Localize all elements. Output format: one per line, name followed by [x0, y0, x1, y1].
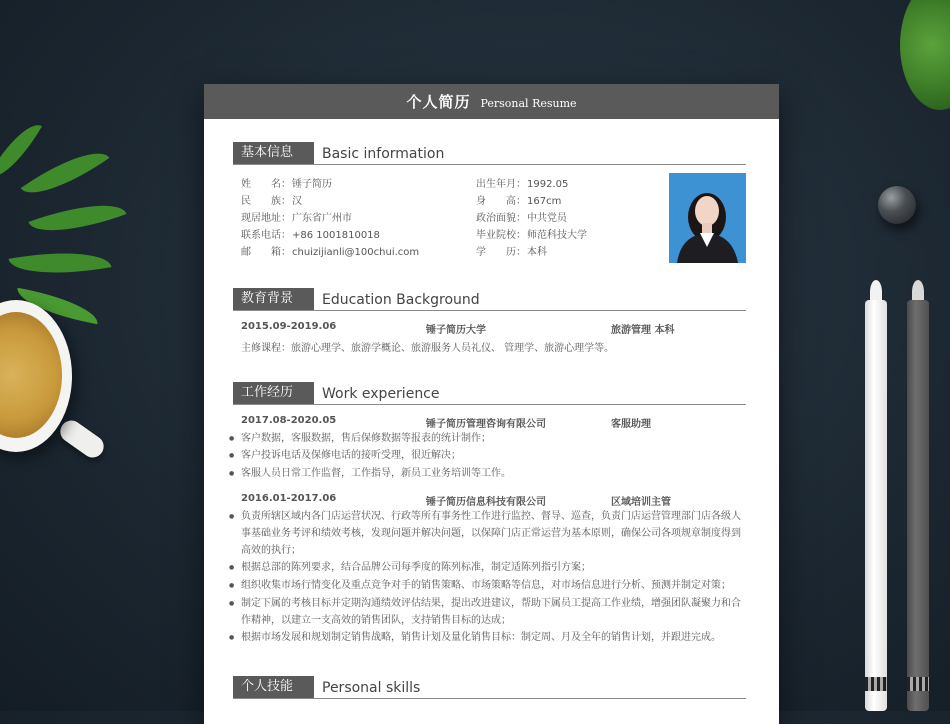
- job-company: 锤子简历管理咨询有限公司: [426, 419, 546, 430]
- section-title-cn: 个人技能: [233, 676, 314, 698]
- edu-courses: 主修课程：旅游心理学、旅游学概论、旅游服务人员礼仪、 管理学、旅游心理学等。: [241, 343, 615, 354]
- leaf-decoration: [28, 190, 126, 247]
- leaf-decoration: [0, 115, 42, 187]
- resume-title-en: Personal Resume: [480, 96, 577, 110]
- plant-decoration: [900, 0, 950, 110]
- info-political: 政治面貌：中共党员: [476, 213, 567, 224]
- section-title-en: Education Background: [322, 292, 480, 308]
- white-pen: [865, 300, 887, 711]
- section-title-en: Basic information: [322, 146, 445, 162]
- section-header: [233, 288, 746, 311]
- pen-band: [865, 677, 887, 691]
- pen-band: [907, 677, 929, 691]
- info-height: 身 高：167cm: [476, 196, 562, 207]
- job-period: 2016.01-2017.06: [241, 493, 337, 504]
- profile-photo: [669, 173, 746, 263]
- info-email: 邮 箱：chuizijianli@100chui.com: [241, 247, 420, 258]
- info-phone: 联系电话：+86 1001810018: [241, 230, 380, 241]
- info-ethnicity: 民 族：汉: [241, 196, 302, 207]
- info-school: 毕业院校：师范科技大学: [476, 230, 587, 241]
- edu-school: 锤子简历大学: [426, 325, 486, 336]
- edu-period: 2015.09-2019.06: [241, 321, 337, 332]
- info-birth: 出生年月：1992.05: [476, 179, 569, 190]
- metal-bead-decoration: [878, 186, 916, 224]
- section-work: [233, 382, 746, 405]
- section-header: [233, 382, 746, 405]
- job-period: 2017.08-2020.05: [241, 415, 337, 426]
- section-title-cn: 工作经历: [233, 382, 314, 404]
- job-duty: ● 根据总部的陈列要求，结合品牌公司每季度的陈列标准，制定适陈列指引方案；: [241, 559, 741, 576]
- portrait-icon: [669, 173, 746, 263]
- grey-pen: [907, 300, 929, 711]
- section-basic-info: [233, 142, 746, 165]
- job-duty: ● 客户投诉电话及保修电话的接听受理，很近解决；: [241, 447, 741, 464]
- section-title-en: Personal skills: [322, 680, 421, 696]
- job-title: 客服助理: [611, 419, 651, 430]
- section-education: [233, 288, 746, 311]
- section-title-cn: 教育背景: [233, 288, 314, 310]
- info-address: 现居地址：广东省广州市: [241, 213, 352, 224]
- job-company: 锤子简历信息科技有限公司: [426, 497, 546, 508]
- section-header: [233, 676, 746, 699]
- section-header: [233, 142, 746, 165]
- leaf-decoration: [9, 242, 112, 285]
- info-name: 姓 名：锤子简历: [241, 179, 332, 190]
- section-title-en: Work experience: [322, 386, 440, 402]
- leaf-decoration: [21, 137, 110, 210]
- job-title: 区域培训主管: [611, 497, 671, 508]
- resume-header: [204, 84, 779, 119]
- job-duty: ● 制定下属的考核目标并定期沟通绩效评估结果，提出改进建议，帮助下属员工提高工作业绩，增强团队凝聚力和合作精神，以建立一支高效的销售团队，支持销售目标的达成；: [241, 595, 741, 629]
- edu-major: 旅游管理 本科: [611, 325, 675, 336]
- job-duty: ● 根据市场发展和规划制定销售战略，销售计划及量化销售目标：制定周、月及全年的销售计划，并跟进完成。: [241, 629, 741, 646]
- cup-handle: [56, 416, 108, 462]
- job-duty: ● 客服人员日常工作监督，工作指导，新员工业务培训等工作。: [241, 465, 741, 482]
- job-duty: ● 负责所辖区域内各门店运营状况、行政等所有事务性工作进行监控、督导、巡查，负责门店运营管理部门店各级人事基础业务考评和绩效考核，发现问题并解决问题，以保障门店正常运营为基本原则，确保公司各项规章制度得到高效的执行；: [241, 508, 741, 559]
- resume-paper: [204, 84, 779, 724]
- section-title-cn: 基本信息: [233, 142, 314, 164]
- job-duty: ● 客户数据，客服数据，售后保修数据等报表的统计制作；: [241, 430, 741, 447]
- resume-title: 个人简历: [406, 93, 471, 111]
- job-duty: ● 组织收集市场行情变化及重点竞争对手的销售策略、市场策略等信息，对市场信息进行分析、预测并制定对策；: [241, 577, 741, 594]
- info-degree: 学 历：本科: [476, 247, 547, 258]
- section-skills: [233, 676, 746, 699]
